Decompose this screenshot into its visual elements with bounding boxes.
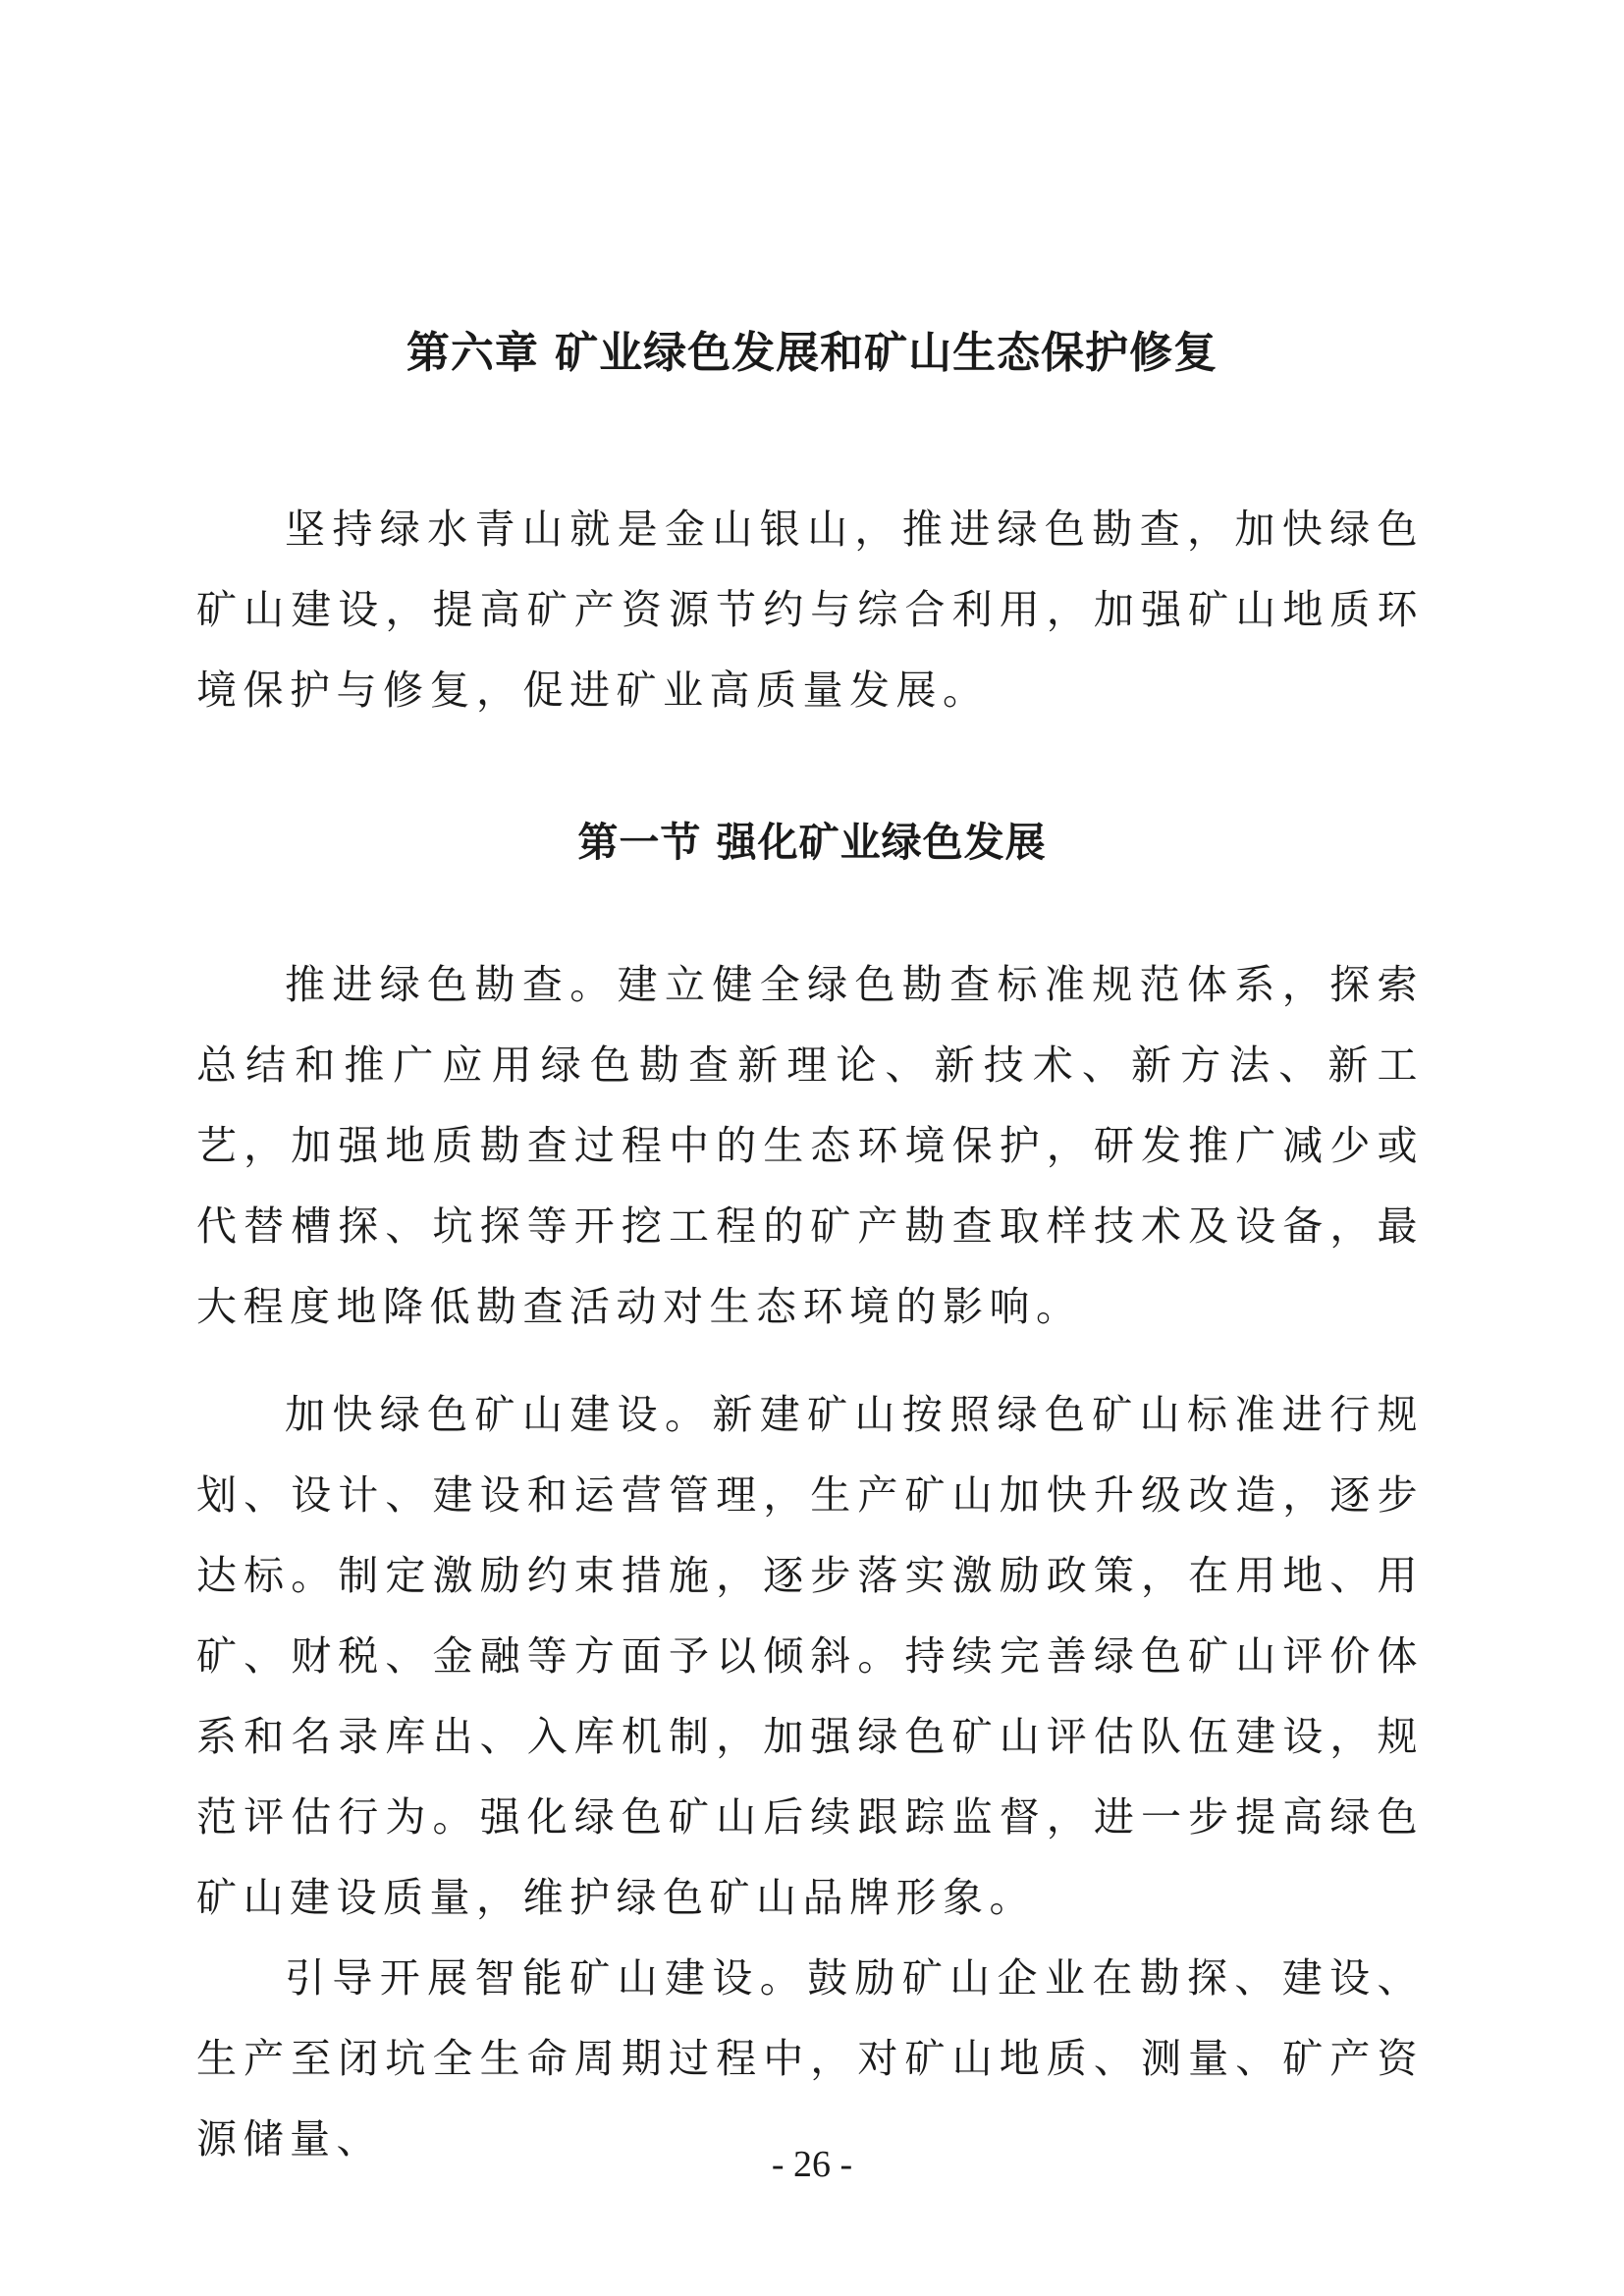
section-title: 第一节 强化矿业绿色发展 bbox=[577, 819, 1047, 866]
chapter-title: 第六章 矿业绿色发展和矿山生态保护修复 bbox=[406, 328, 1218, 378]
page-number: - 26 - bbox=[771, 2144, 853, 2185]
paragraph-body: 建立健全绿色勘查标准规范体系，探索总结和推广应用绿色勘查新理论、新技术、新方法、新工艺，加强地质勘查过程中的生态环境保护，研发推广减少或代替槽探、坑探等开挖工程的矿产勘查取样技术及设备，最大程度地降低勘查活动对生态环境的影响。 bbox=[196, 961, 1425, 1330]
intro-paragraph: 坚持绿水青山就是金山银山，推进绿色勘查，加快绿色矿山建设，提高矿产资源节约与综合利用，加强矿山地质环境保护与修复，促进矿业高质量发展。 bbox=[196, 506, 1424, 714]
paragraph-body: 鼓励矿山企业在勘探、建设、生产至闭坑全生命周期过程中，对矿山地质、测量、矿产资源储量、 bbox=[196, 1954, 1425, 2163]
paragraph-body: 新建矿山按照绿色矿山标准进行规划、设计、建设和运营管理，生产矿山加快升级改造，逐步达标。制定激励约束措施，逐步落实激励政策，在用地、用矿、财税、金融等方面予以倾斜。持续完善绿色矿山评价体系和名录库出、入库机制，加强绿色矿山评估队伍建设，规范评估行为。强化绿色矿山后续跟踪监督，进一步提高绿色矿山建设质量，维护绿色矿山品牌形象。 bbox=[196, 1391, 1425, 1921]
paragraph-green-exploration bbox=[196, 944, 1424, 1347]
paragraph-lead: 引导开展智能矿山建设。 bbox=[285, 1954, 808, 2002]
paragraph-lead: 加快绿色矿山建设。 bbox=[285, 1391, 713, 1438]
paragraph-lead: 推进绿色勘查。 bbox=[285, 961, 618, 1008]
paragraph-green-mine-construction bbox=[196, 1374, 1424, 1938]
